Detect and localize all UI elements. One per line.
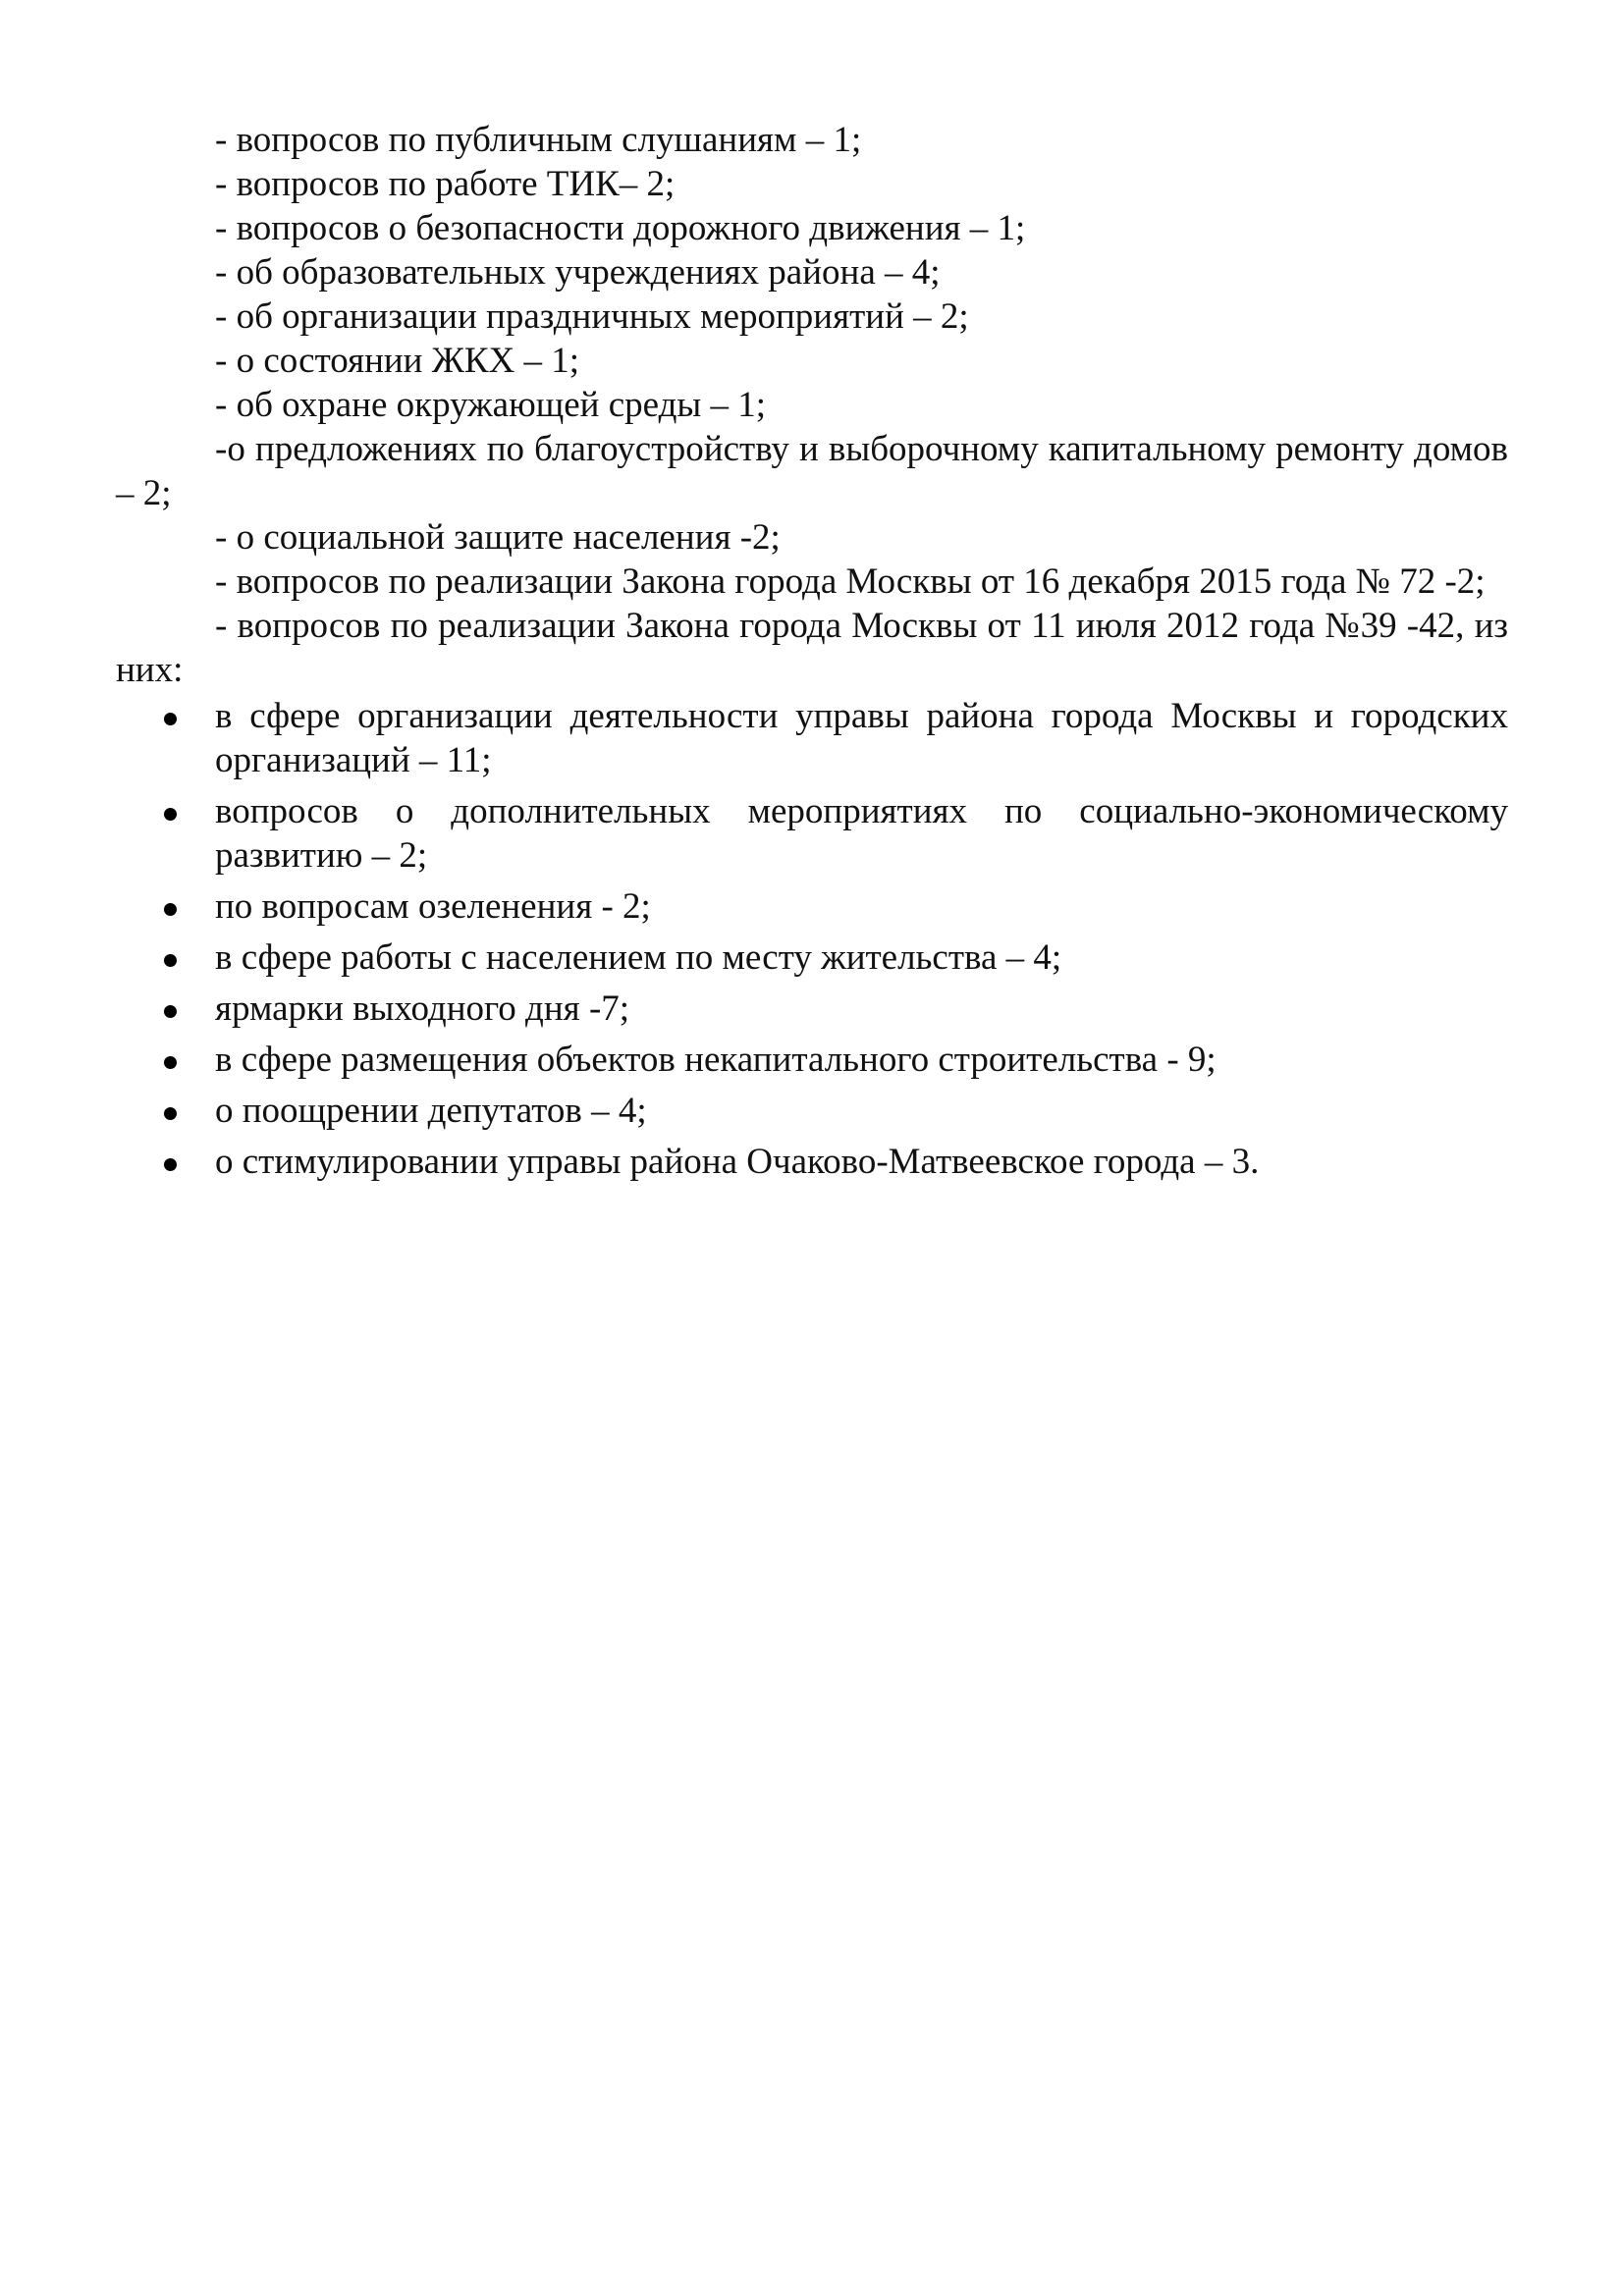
bullet-icon [164,903,177,916]
bullet-list-item [116,694,1508,782]
bullet-icon [164,713,177,725]
bullet-icon [164,1005,177,1018]
bullet-list-item [116,789,1508,878]
bullet-text: вопросов о дополнительных мероприятиях по социально-экономическому развитию – 2; [215,791,1508,876]
list-item: -о предложениях по благоустройству и выборочному капитальному ремонту домов – 2; [116,429,1508,513]
bullet-icon [164,1158,177,1171]
list-item: - вопросов по реализации Закона города Москвы от 11 июля 2012 года №39 -42, из них: [116,606,1508,690]
list-item: - о социальной защите населения -2; [215,517,781,558]
bullet-text: о стимулировании управы района Очаково-Матвеевское города – 3. [215,1142,1260,1182]
bullet-icon [164,1107,177,1120]
bullet-icon [164,1056,177,1069]
bullet-list-item [116,987,1508,1031]
bullet-text: ярмарки выходного дня -7; [215,988,630,1029]
bullet-list-item [116,884,1508,929]
list-item: - об организации праздничных мероприятий – 2; [215,296,969,337]
bullet-list-item [116,935,1508,980]
bullet-text: по вопросам озеленения - 2; [215,886,651,927]
bullet-text: в сфере размещения объектов некапитального строительства - 9; [215,1040,1217,1080]
bullet-list-item [116,1089,1508,1133]
bullet-list-item [116,1038,1508,1082]
list-item: - вопросов по публичным слушаниям – 1; [215,120,862,160]
bullet-list [116,694,1508,1184]
list-item: - вопросов по реализации Закона города Москвы от 16 декабря 2015 года № 72 -2; [215,561,1486,602]
bullet-icon [164,808,177,821]
bullet-text: в сфере организации деятельности управы района города Москвы и городских организаций – 11; [215,696,1508,780]
list-item: - об образовательных учреждениях района – 4; [215,252,941,293]
bullet-list-item [116,1140,1508,1184]
bullet-text: о поощрении депутатов – 4; [215,1091,647,1131]
list-item: - вопросов о безопасности дорожного движения – 1; [215,208,1026,248]
list-item: - о состоянии ЖКХ – 1; [215,341,580,381]
list-item: - об охране окружающей среды – 1; [215,385,767,425]
list-item: - вопросов по работе ТИК– 2; [215,164,676,204]
document-body [116,118,1508,1191]
bullet-icon [164,954,177,967]
bullet-text: в сфере работы с населением по месту жительства – 4; [215,937,1062,978]
